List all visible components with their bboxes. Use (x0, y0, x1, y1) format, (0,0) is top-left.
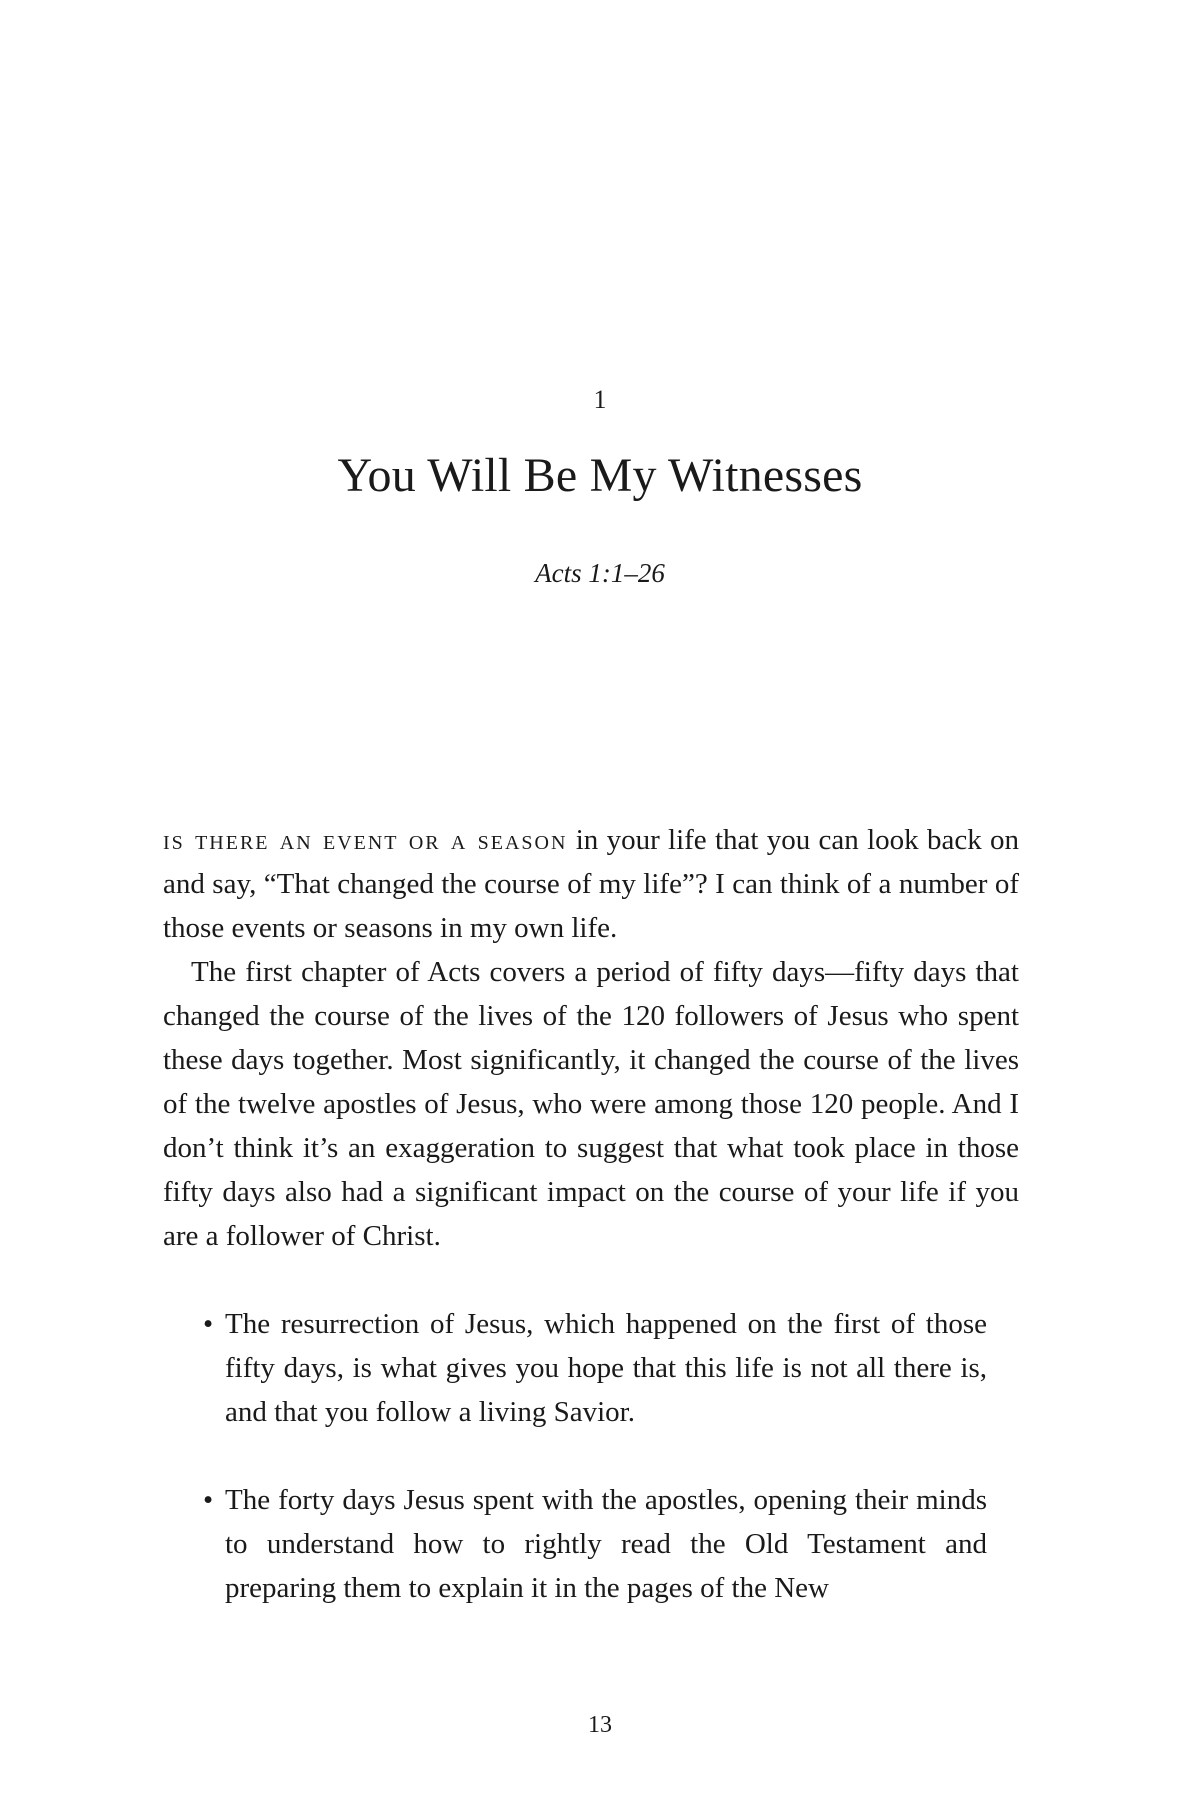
chapter-title: You Will Be My Witnesses (337, 449, 863, 502)
chapter-number: 1 (593, 385, 607, 414)
bullet-text: The forty days Jesus spent with the apostles, opening their minds to understand how to rightly read the Old Testament and preparing them to explain it in the pages of the New (225, 1484, 987, 1604)
paragraph-opening (163, 818, 1019, 950)
chapter-scripture-reference: Acts 1:1–26 (535, 558, 665, 588)
paragraph-second: The first chapter of Acts covers a period of fifty days—fifty days that changed the course of the lives of the 120 followers of Jesus who spent these days together. Most significantly, it changed the course of the lives of the twelve apostles of Jesus, who were among those 120 people. And I don’t think it’s an exaggeration to suggest that what took place in those fifty days also had a significant impact on the course of your life if you are a follower of Christ. (163, 956, 1019, 1252)
list-item (163, 1302, 1019, 1434)
opening-paragraph-text: in your life that you can look back on and say, “That changed the course of my life”? I can think of a number of those events or seasons in my own life. (163, 824, 1019, 944)
list-item (163, 1478, 1019, 1610)
bullet-list (163, 1302, 1019, 1610)
chapter-body (163, 818, 1019, 1654)
page-number: 13 (588, 1712, 612, 1738)
bullet-icon: • (203, 1484, 214, 1516)
bullet-icon: • (203, 1308, 214, 1340)
opening-small-caps: is there an event or a season (163, 824, 568, 856)
bullet-text: The resurrection of Jesus, which happened on the first of those fifty days, is what gives you hope that this life is not all there is, and that you follow a living Savior. (225, 1308, 987, 1428)
